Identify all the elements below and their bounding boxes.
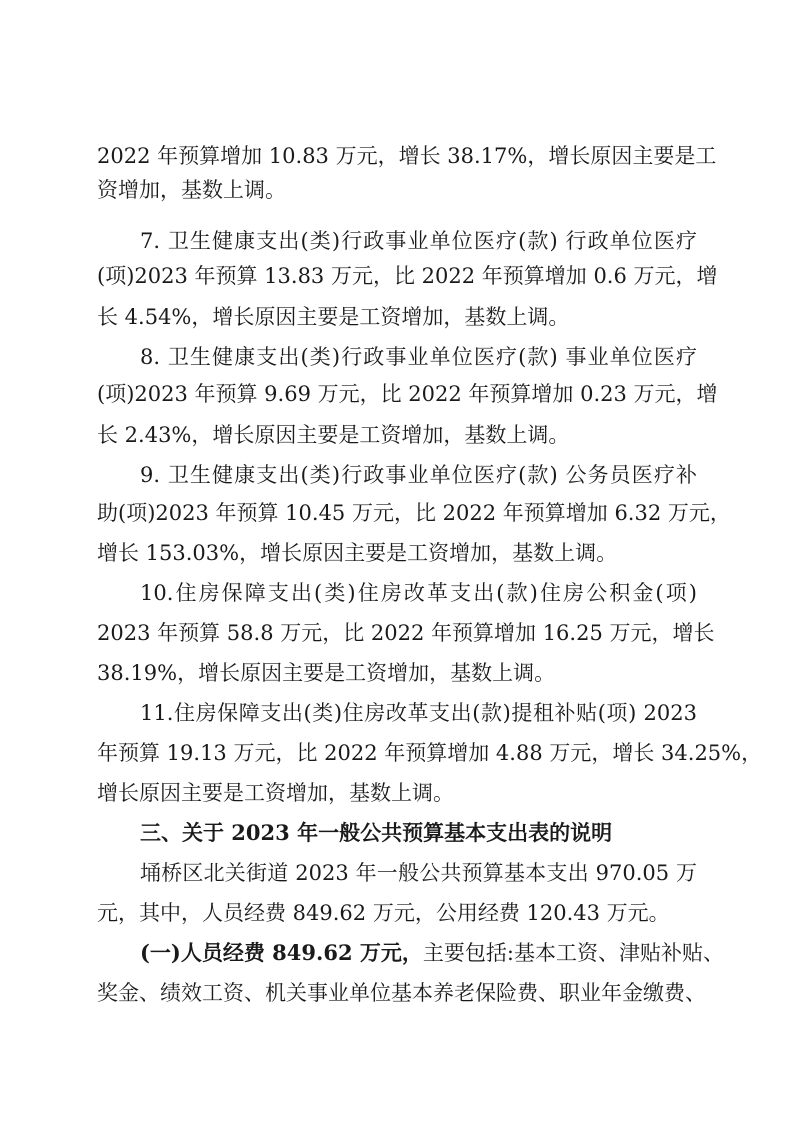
paragraph-line: 资增加，基数上调。 (97, 178, 286, 202)
paragraph-line: 38.19%，增长原因主要是工资增加，基数上调。 (97, 661, 556, 685)
paragraph-line: 7. 卫生健康支出(类)行政事业单位医疗(款) 行政单位医疗 (140, 229, 697, 253)
paragraph-line: 增长原因主要是工资增加，基数上调。 (97, 781, 454, 805)
paragraph-line: 2023 年预算 58.8 万元，比 2022 年预算增加 16.25 万元，增长 (97, 621, 715, 645)
section-heading: 三、关于 2023 年一般公共预算基本支出表的说明 (140, 820, 613, 845)
paragraph-line: 元，其中，人员经费 849.62 万元，公用经费 120.43 万元。 (97, 901, 670, 925)
paragraph-line-mixed (140, 938, 724, 968)
paragraph-line: 11.住房保障支出(类)住房改革支出(款)提租补贴(项) 2023 (140, 701, 697, 725)
paragraph-line: (项)2023 年预算 9.69 万元，比 2022 年预算增加 0.23 万元，增 (97, 382, 718, 406)
paragraph-line: 10.住房保障支出(类)住房改革支出(款)住房公积金(项) (140, 581, 697, 605)
paragraph-line: 长 4.54%，增长原因主要是工资增加，基数上调。 (97, 305, 570, 329)
paragraph-line: 埇桥区北关街道 2023 年一般公共预算基本支出 970.05 万 (140, 861, 697, 885)
paragraph-line: 2022 年预算增加 10.83 万元，增长 38.17%，增长原因主要是工 (97, 144, 717, 168)
bold-lead-in: (一)人员经费 849.62 万元， (140, 940, 423, 965)
paragraph-line: 助(项)2023 年预算 10.45 万元，比 2022 年预算增加 6.32 万元， (97, 501, 731, 525)
paragraph-line: (项)2023 年预算 13.83 万元，比 2022 年预算增加 0.6 万元，增 (97, 264, 718, 288)
paragraph-line: 8. 卫生健康支出(类)行政事业单位医疗(款) 事业单位医疗 (140, 345, 697, 369)
paragraph-line: 9. 卫生健康支出(类)行政事业单位医疗(款) 公务员医疗补 (140, 463, 697, 487)
paragraph-line: 长 2.43%，增长原因主要是工资增加，基数上调。 (97, 423, 570, 447)
paragraph-line: 增长 153.03%，增长原因主要是工资增加，基数上调。 (97, 541, 618, 565)
paragraph-line: 奖金、绩效工资、机关事业单位基本养老保险费、职业年金缴费、 (97, 981, 706, 1005)
paragraph-continuation: 主要包括:基本工资、津贴补贴、 (422, 941, 724, 965)
paragraph-line: 年预算 19.13 万元，比 2022 年预算增加 4.88 万元，增长 34.25%， (97, 741, 763, 765)
